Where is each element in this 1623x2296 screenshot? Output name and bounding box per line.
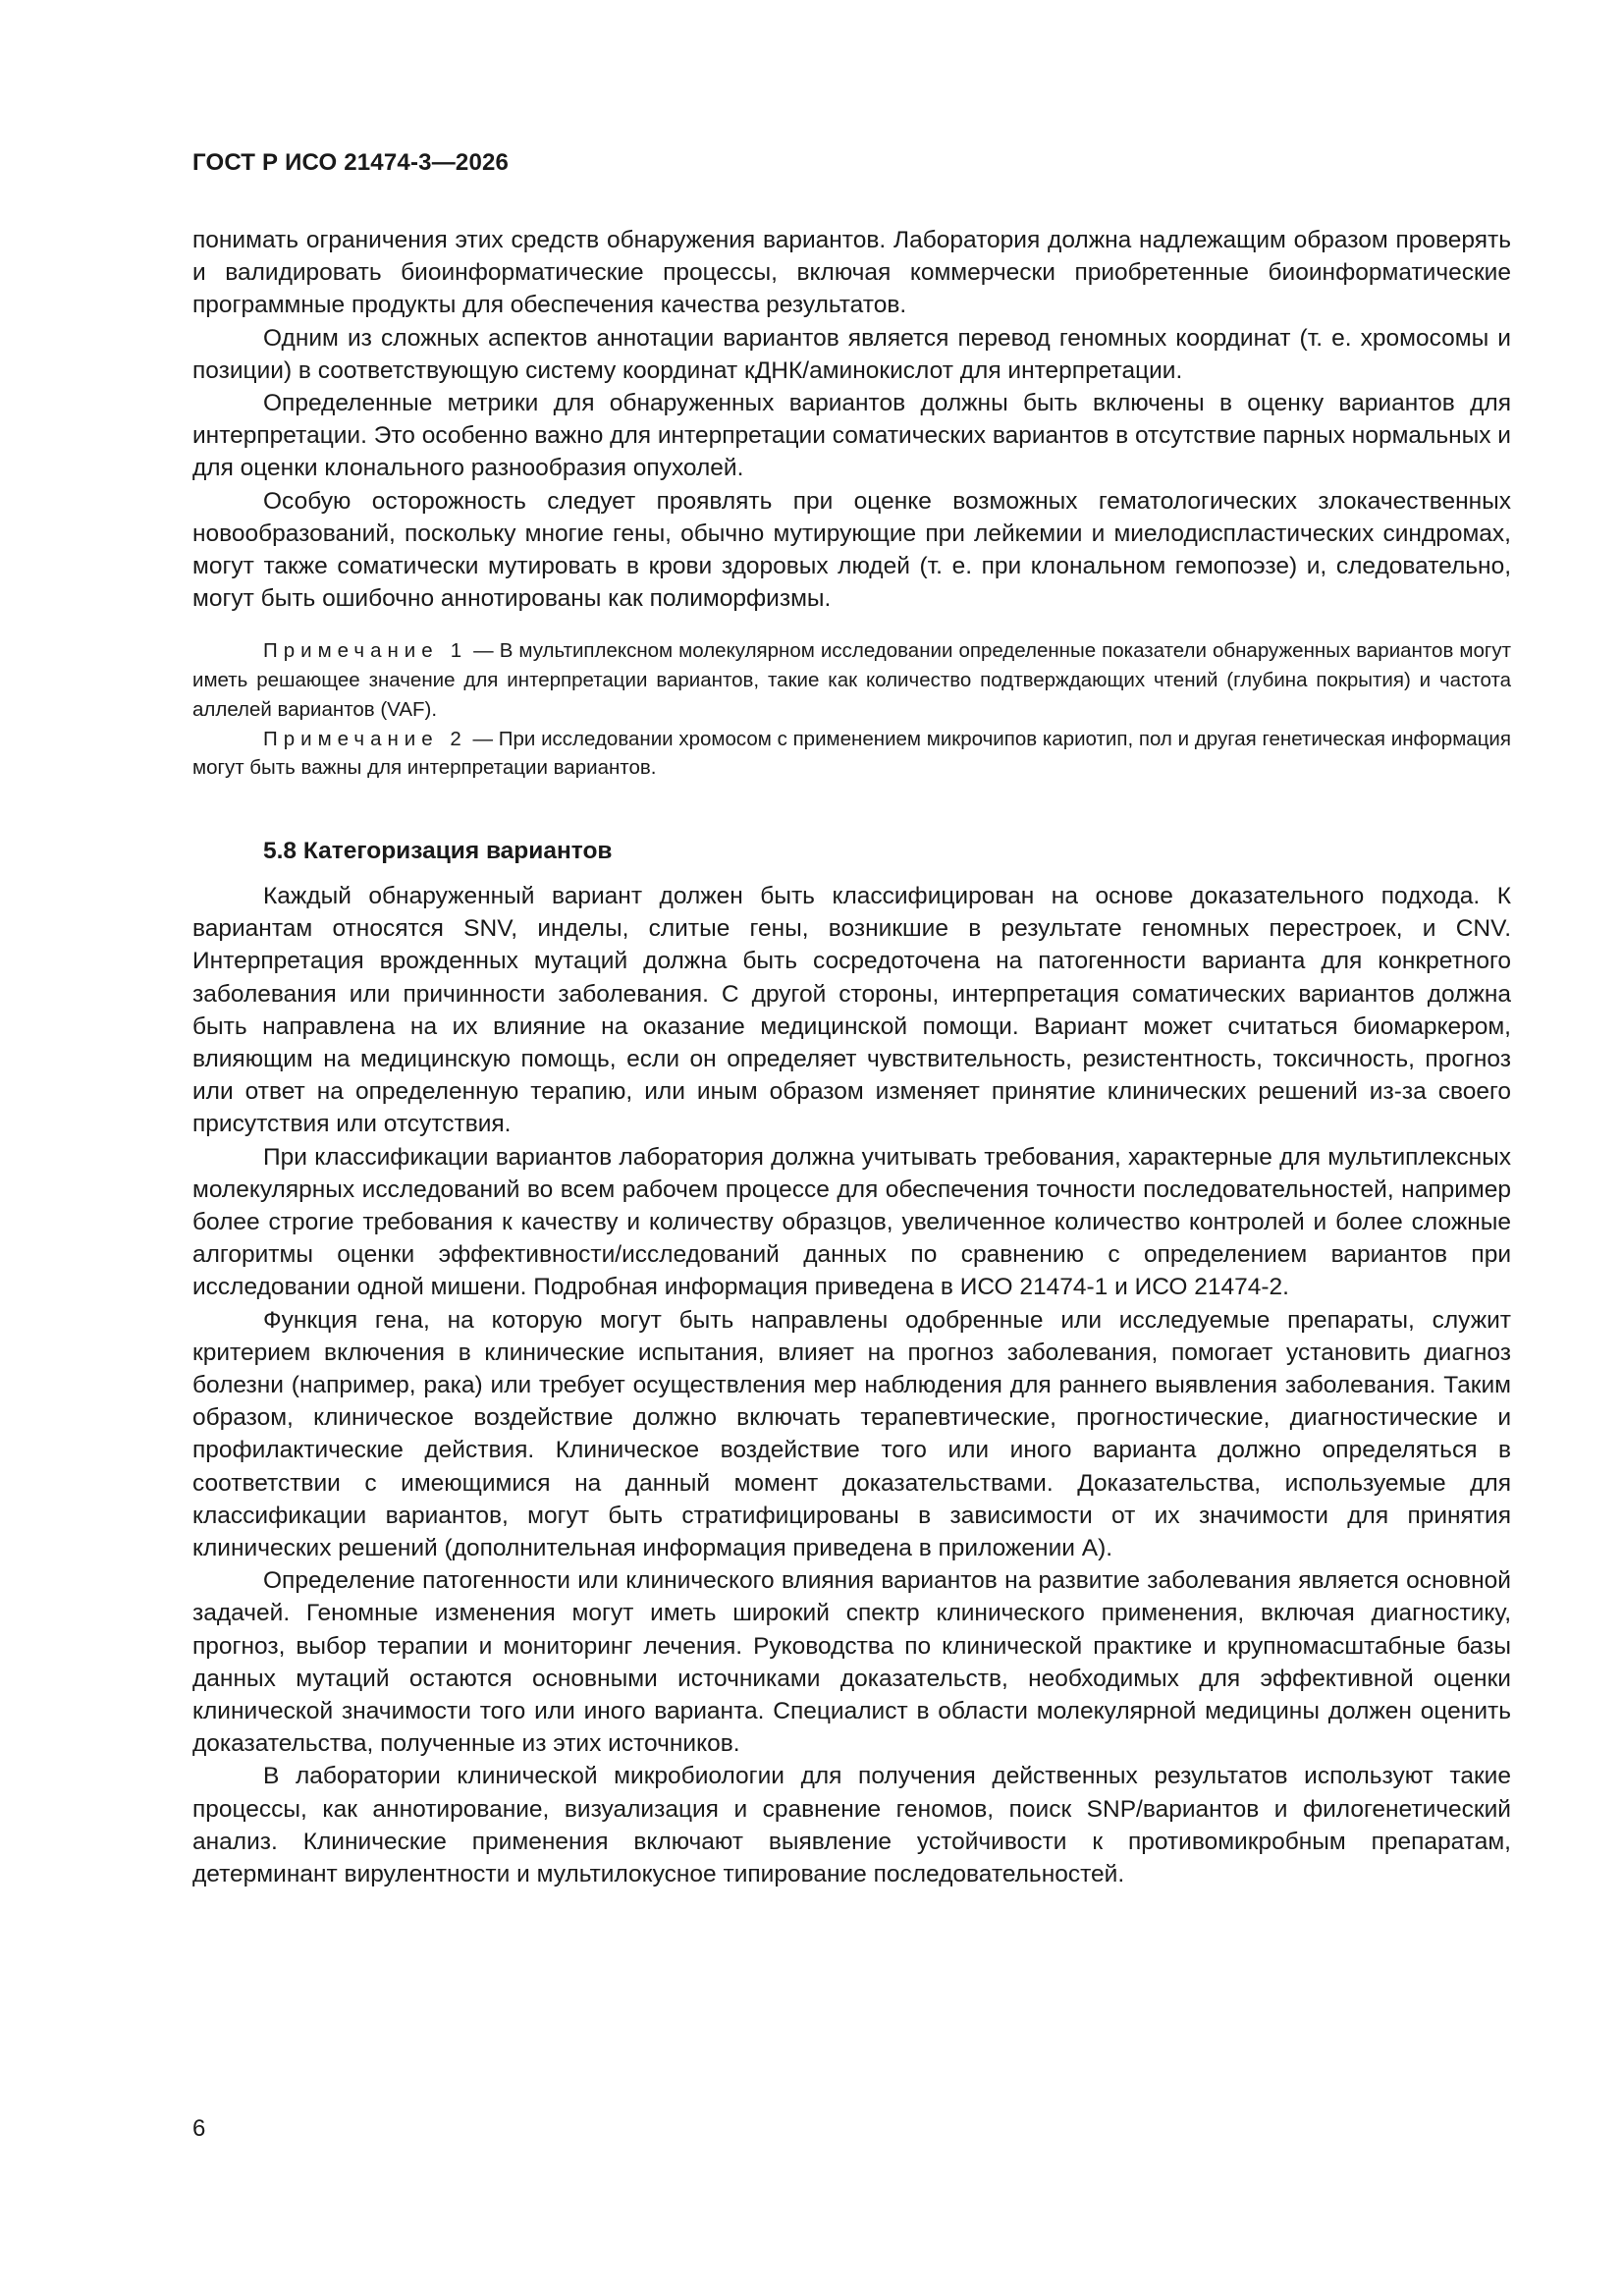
note-2 [192,725,1511,783]
section-paragraph-1: Каждый обнаруженный вариант должен быть классифицирован на основе доказательного подхода. К вариантам относятся SNV, инделы, слитые гены, возникшие в результате геномных перестроек, и CNV. Интерпретация врожденных мутаций должна быть сосредоточена на патогенности варианта для конкретного заболевания или причинности заболевания. С другой стороны, интерпретация соматических вариантов должна быть направлена на их влияние на оказание медицинской помощи. Вариант может считаться биомаркером, влияющим на медицинскую помощь, если он определяет чувствительность, резистентность, токсичность, прогноз или ответ на определенную терапию, или иным образом изменяет принятие клинических решений из-за своего присутствия или отсутствия. [192,882,1511,1138]
note-1 [192,636,1511,724]
note-2-label: Примечание 2 [263,727,467,750]
document-body [192,224,1511,1890]
document-header: ГОСТ Р ИСО 21474-3—2026 [192,149,510,176]
section-heading: 5.8 Категоризация вариантов [263,837,613,864]
paragraph-continuation: понимать ограничения этих средств обнаружения вариантов. Лаборатория должна надлежащим образом проверять и валидировать биоинформатические процессы, включая коммерчески приобретенные биоинформатические программные продукты для обеспечения качества результатов. [192,227,1511,319]
note-2-text: — При исследовании хромосом с применением микрочипов кариотип, пол и другая генетическая информация могут быть важны для интерпретации вариантов. [192,727,1511,780]
paragraph-coordinates: Одним из сложных аспектов аннотации вариантов является перевод геномных координат (т. е. хромосомы и позиции) в соответствующую систему координат кДНК/аминокислот для интерпретации. [192,324,1511,384]
section-paragraph-2: При классификации вариантов лаборатория должна учитывать требования, характерные для мультиплексных молекулярных исследований во всем рабочем процессе для обеспечения точности последовательностей, например более строгие требования к качеству и количеству образцов, увеличенное количество контролей и более сложные алгоритмы оценки эффективности/исследований данных по сравнению с определением вариантов при исследовании одной мишени. Подробная информация приведена в ИСО 21474-1 и ИСО 21474-2. [192,1143,1511,1301]
section-paragraph-5: В лаборатории клинической микробиологии для получения действенных результатов используют такие процессы, как аннотирование, визуализация и сравнение геномов, поиск SNP/вариантов и филогенетический анализ. Клинические применения включают выявление устойчивости к противомикробным препаратам, детерминант вирулентности и мультилокусное типирование последовательностей. [192,1763,1511,1888]
note-1-text: — В мультиплексном молекулярном исследовании определенные показатели обнаруженных вариантов могут иметь решающее значение для интерпретации вариантов, такие как количество подтверждающих чтений (глубина покрытия) и частота аллелей вариантов (VAF). [192,639,1511,721]
notes-block [192,636,1511,783]
section-paragraph-3: Функция гена, на которую могут быть направлены одобренные или исследуемые препараты, служит критерием включения в клинические испытания, влияет на прогноз заболевания, помогает установить диагноз болезни (например, рака) или требует осуществления мер наблюдения для раннего выявления заболевания. Таким образом, клиническое воздействие должно включать терапевтические, прогностические, диагностические и профилактические действия. Клиническое воздействие того или иного варианта должно определяться в соответствии с имеющимися на данный момент доказательствами. Доказательства, используемые для классификации вариантов, могут быть стратифицированы в зависимости от их значимости для принятия клинических решений (дополнительная информация приведена в приложении А). [192,1306,1511,1562]
paragraph-hematologic: Особую осторожность следует проявлять при оценке возможных гематологических злокачественных новообразований, поскольку многие гены, обычно мутирующие при лейкемии и миелодиспластических синдромах, могут также соматически мутировать в крови здоровых людей (т. е. при клональном гемопоэзе) и, следовательно, могут быть ошибочно аннотированы как полиморфизмы. [192,487,1511,613]
note-1-label: Примечание 1 [263,639,468,663]
paragraph-metrics: Определенные метрики для обнаруженных вариантов должны быть включены в оценку вариантов для интерпретации. Это особенно важно для интерпретации соматических вариантов в отсутствие парных нормальных и для оценки клонального разнообразия опухолей. [192,390,1511,482]
page-number: 6 [192,2115,206,2142]
section-paragraph-4: Определение патогенности или клинического влияния вариантов на развитие заболевания является основной задачей. Геномные изменения могут иметь широкий спектр клинического применения, включая диагностику, прогноз, выбор терапии и мониторинг лечения. Руководства по клинической практике и крупномасштабные базы данных мутаций остаются основными источниками доказательств, необходимых для эффективной оценки клинической значимости того или иного варианта. Специалист в области молекулярной медицины должен оценить доказательства, полученные из этих источников. [192,1567,1511,1758]
